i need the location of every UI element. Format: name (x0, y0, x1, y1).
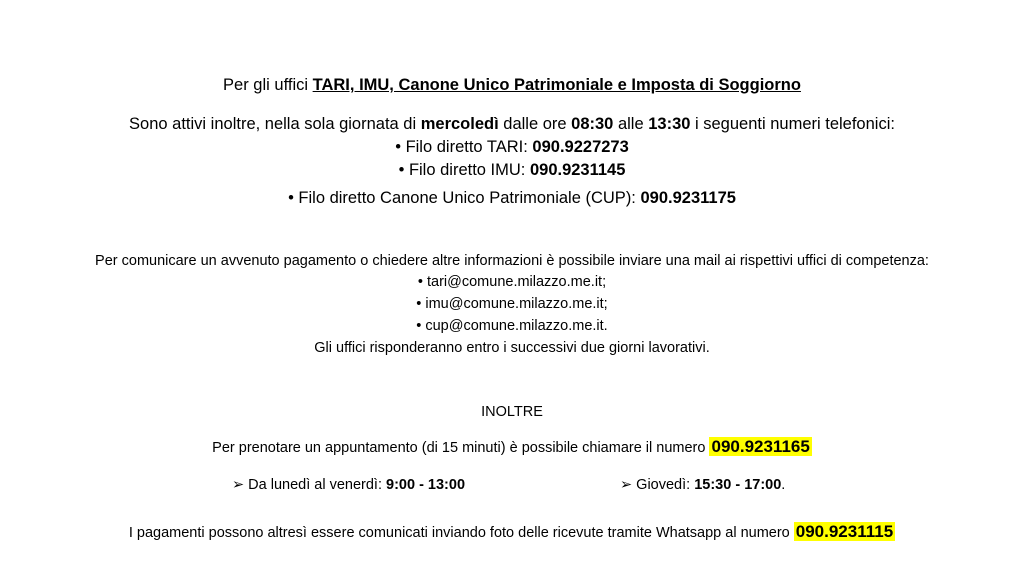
appointment-text: Per prenotare un appuntamento (di 15 minuti) è possibile chiamare il numero (212, 440, 710, 456)
schedule-thursday (620, 477, 785, 494)
phone-label: • Filo diretto Canone Unico Patrimoniale (CUP): (288, 189, 641, 207)
phones-intro-text: dalle ore (498, 115, 572, 133)
phone-label: • Filo diretto IMU: (398, 161, 530, 179)
whatsapp-line (0, 522, 1024, 542)
appointment-line (0, 437, 1024, 457)
phones-day: mercoledì (420, 115, 499, 133)
phones-intro-text: i seguenti numeri telefonici: (690, 115, 895, 133)
email-imu[interactable]: • imu@comune.milazzo.me.it; (416, 296, 608, 312)
phone-number-cup[interactable]: 090.9231175 (640, 189, 736, 207)
offices-heading-prefix: Per gli uffici (223, 76, 313, 94)
emails-intro: Per comunicare un avvenuto pagamento o chiedere altre informazioni è possibile inviare una mail ai rispettivi uffici di competenza: (95, 253, 929, 269)
emails-note: Gli uffici risponderanno entro i successivi due giorni lavorativi. (314, 340, 710, 356)
phones-time-to: 13:30 (648, 115, 691, 133)
phone-number-tari[interactable]: 090.9227273 (532, 138, 629, 156)
phones-time-from: 08:30 (571, 115, 614, 133)
schedule-weekdays-label: ➢ Da lunedì al venerdì: (232, 477, 387, 493)
whatsapp-text: I pagamenti possono altresì essere comunicati inviando foto delle ricevute tramite Whatsapp al numero (128, 525, 794, 541)
phones-intro-text: alle (613, 115, 649, 133)
phone-line-cup (0, 189, 1024, 208)
email-cup[interactable]: • cup@comune.milazzo.me.it. (416, 318, 608, 334)
phones-intro-text: Sono attivi inoltre, nella sola giornata di (129, 115, 421, 133)
schedule-thursday-hours: 15:30 - 17:00 (694, 477, 782, 493)
email-tari[interactable]: • tari@comune.milazzo.me.it; (417, 274, 607, 290)
schedule-weekdays (232, 477, 465, 494)
whatsapp-number[interactable]: 090.9231115 (795, 522, 894, 541)
offices-list: TARI, IMU, Canone Unico Patrimoniale e Imposta di Soggiorno (312, 76, 801, 94)
schedule-weekdays-hours: 9:00 - 13:00 (386, 477, 466, 493)
offices-heading (0, 76, 1024, 95)
phones-intro (0, 115, 1024, 134)
schedule-thursday-end: . (781, 477, 786, 493)
appointment-number[interactable]: 090.9231165 (711, 437, 810, 456)
phone-line-tari (0, 138, 1024, 157)
schedule-thursday-label: ➢ Giovedì: (620, 477, 695, 493)
phone-label: • Filo diretto TARI: (395, 138, 533, 156)
inoltre-header: INOLTRE (481, 404, 543, 420)
phone-line-imu (0, 161, 1024, 180)
phone-number-imu[interactable]: 090.9231145 (529, 161, 626, 179)
